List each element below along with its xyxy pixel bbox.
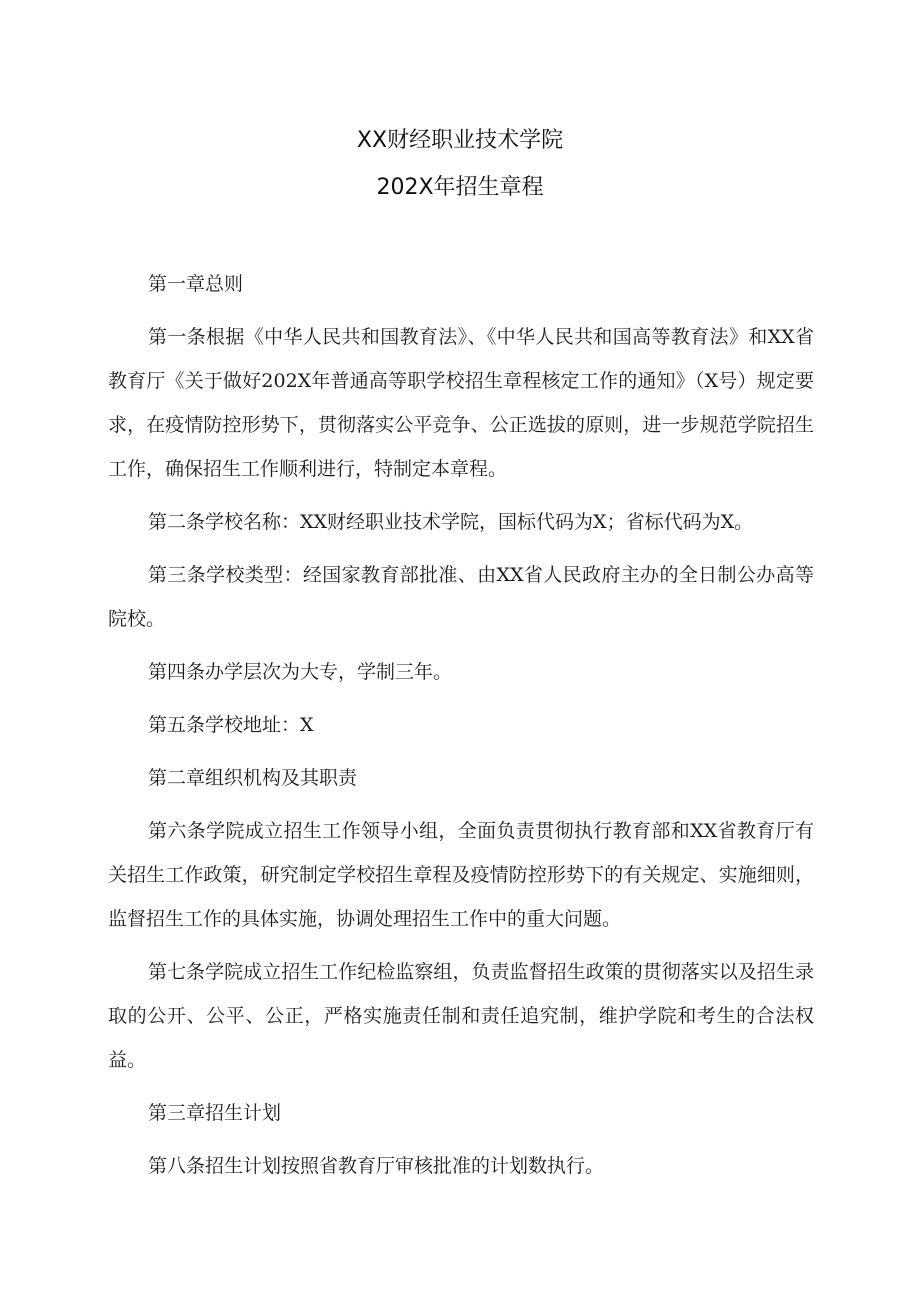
article-8: 第八条招生计划按照省教育厅审核批准的计划数执行。	[148, 1155, 605, 1177]
article-4: 第四条办学层次为大专，学制三年。	[148, 661, 453, 683]
article-1: 第一条根据《中华人民共和国教育法》、《中华人民共和国高等教育法》和XX省教育厅《关于做好202X年普通高等职学校招生章程核定工作的通知》（X号）规定要求，在疫情防控形势下，贯彻落实公平竞争、公正选拔的原则，进一步规范学院招生工作，确保招生工作顺利进行，特制定本章程。	[108, 326, 814, 480]
document-body	[108, 262, 814, 1197]
document-title-line-2: 202X年招生章程	[376, 175, 544, 200]
article-7: 第七条学院成立招生工作纪检监察组，负责监督招生政策的贯彻落实以及招生录取的公开、公平、公正，严格实施责任制和责任追究制，维护学院和考生的合法权益。	[108, 961, 814, 1071]
chapter-heading-3: 第三章招生计划	[148, 1102, 282, 1124]
article-5: 第五条学校地址：X	[148, 714, 314, 736]
document-title-line-1: XX财经职业技术学院	[356, 128, 564, 153]
article-6: 第六条学院成立招生工作领导小组，全面负责贯彻执行教育部和XX省教育厅有关招生工作政策，研究制定学校招生章程及疫情防控形势下的有关规定、实施细则，监督招生工作的具体实施，协调处理招生工作中的重大问题。	[108, 820, 814, 930]
chapter-heading-1: 第一章总则	[148, 273, 244, 295]
chapter-heading-2: 第二章组织机构及其职责	[148, 767, 358, 789]
article-2: 第二条学校名称：XX财经职业技术学院，国标代码为X；省标代码为X。	[148, 511, 754, 533]
article-3: 第三条学校类型：经国家教育部批准、由XX省人民政府主办的全日制公办高等院校。	[108, 564, 814, 630]
